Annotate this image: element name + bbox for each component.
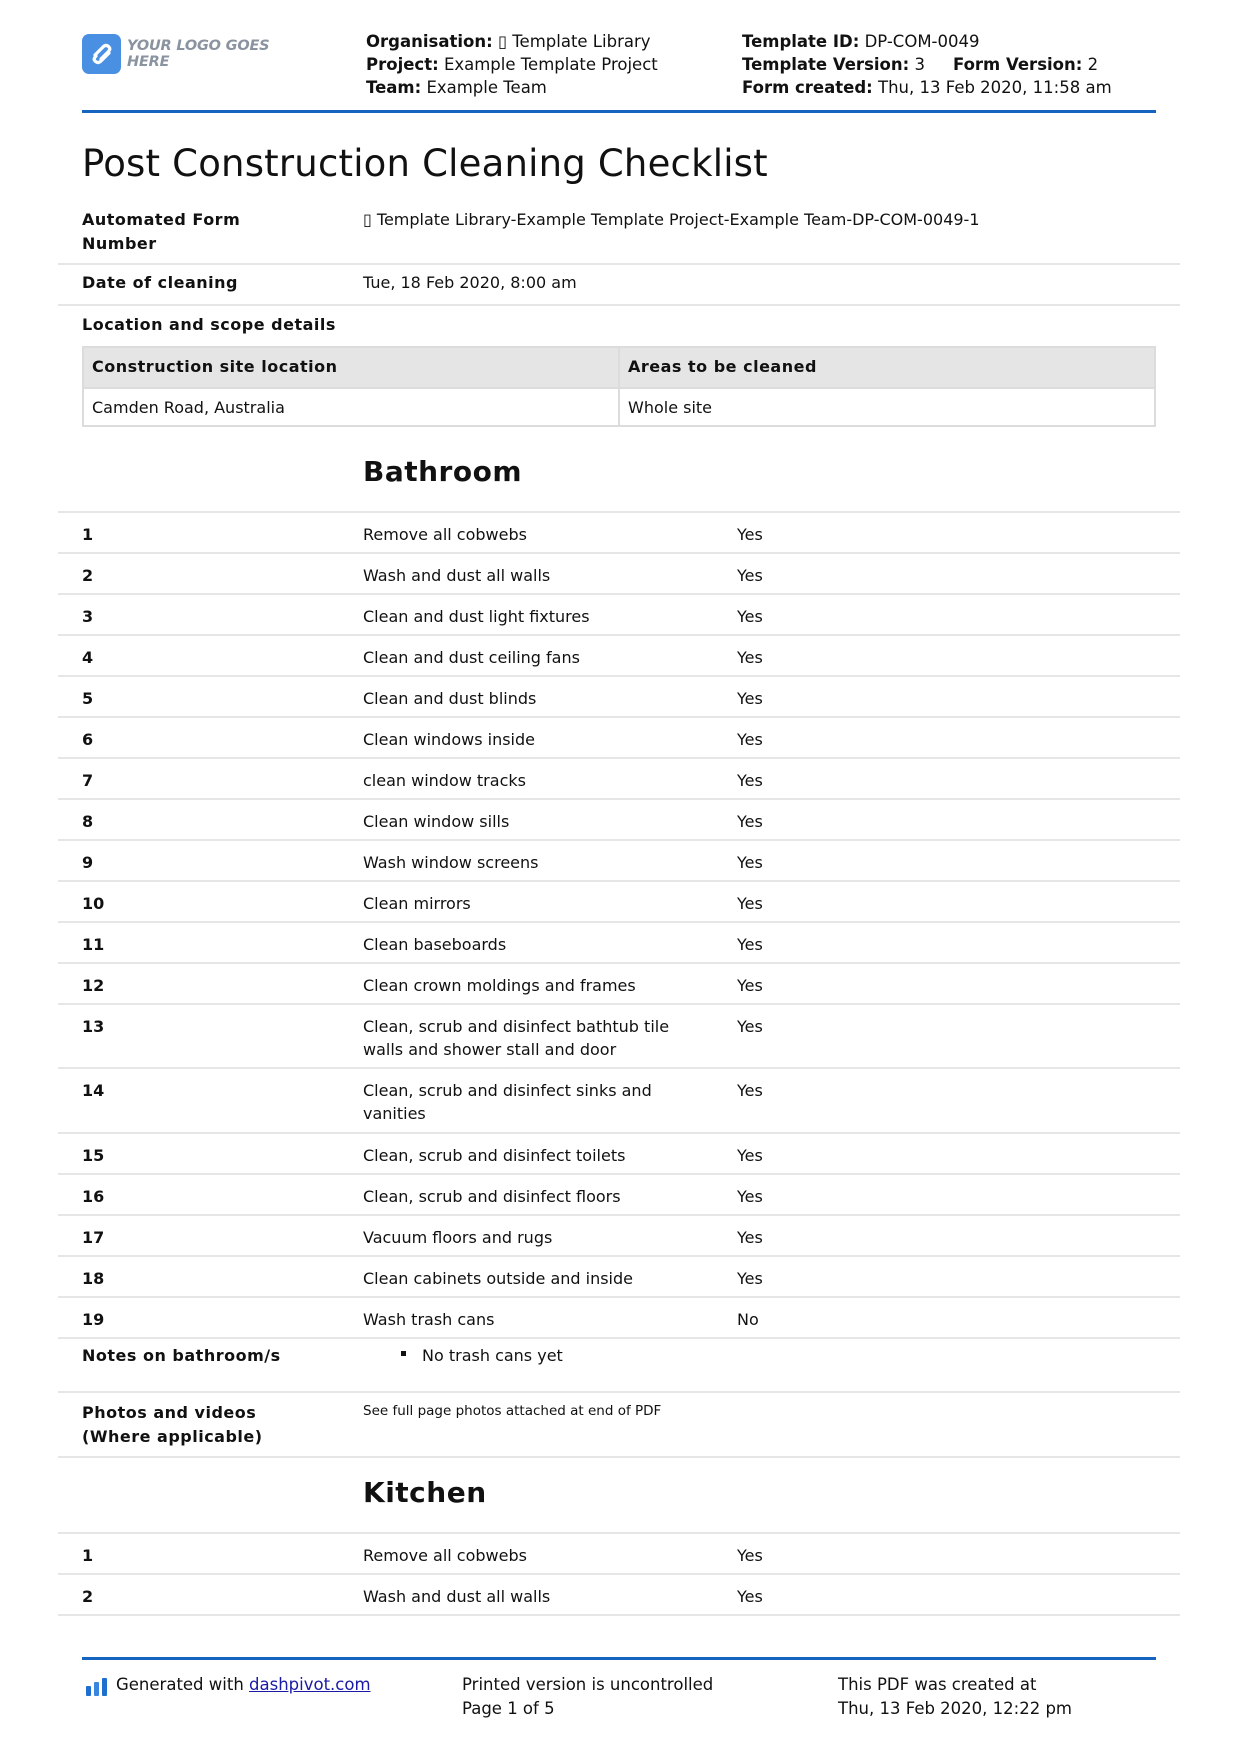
row-divider [58,1573,1180,1575]
checklist-item-text: Remove all cobwebs [363,525,527,544]
row-divider [58,716,1180,718]
checklist-item-text: Wash and dust all walls [363,566,551,585]
checklist-item-answer: Yes [737,976,763,995]
checklist-item-answer: Yes [737,1587,763,1606]
checklist-item-text: Clean and dust light fixtures [363,607,590,626]
checklist-item-text: Wash trash cans [363,1310,495,1329]
header-divider [82,110,1156,113]
footer-page-info [462,1673,713,1721]
checklist-item-answer: Yes [737,771,763,790]
template-id-value: DP-COM-0049 [864,32,980,51]
checklist-item-answer: Yes [737,1546,763,1565]
checklist-item-text: Clean, scrub and disinfect toilets [363,1146,626,1165]
row-divider [58,921,1180,923]
checklist-item-text: Clean window sills [363,812,510,831]
checklist-item-number: 7 [82,771,94,790]
checklist-item-text: Clean and dust blinds [363,689,537,708]
checklist-item-text: Wash window screens [363,853,539,872]
form-version-label: Form Version: [952,55,1083,74]
checklist-item-number: 1 [82,525,94,544]
checklist-item-number: 5 [82,689,94,708]
organisation-label: Organisation: [366,32,493,51]
page-number: Page 1 of 5 [462,1699,555,1718]
checklist-item-text: Clean mirrors [363,894,471,913]
checklist-item-answer: Yes [737,812,763,831]
row-divider [58,1456,1180,1458]
checklist-item-text: Clean and dust ceiling fans [363,648,580,667]
row-divider [58,593,1180,595]
checklist-item-number: 6 [82,730,94,749]
row-divider [58,1532,1180,1534]
checklist-item-answer: Yes [737,1017,763,1036]
checklist-item-text: Clean crown moldings and frames [363,976,636,995]
checklist-item-number: 8 [82,812,94,831]
row-divider [58,511,1180,513]
checklist-item-number: 11 [82,935,105,954]
row-divider [58,757,1180,759]
form-number-value: ▯ Template Library-Example Template Project-Example Team-DP-COM-0049-1 [363,210,980,229]
header-template-info [742,30,1112,99]
areas-header: Areas to be cleaned [628,357,817,376]
pdf-created-value: Thu, 13 Feb 2020, 12:22 pm [838,1699,1073,1718]
row-divider [58,798,1180,800]
checklist-item-answer: Yes [737,607,763,626]
row-divider [58,675,1180,677]
checklist-item-answer: Yes [737,566,763,585]
checklist-item-number: 10 [82,894,105,913]
footer-created-info [838,1673,1072,1721]
checklist-item-number: 17 [82,1228,105,1247]
checklist-item-answer: Yes [737,894,763,913]
areas-value: Whole site [628,398,713,417]
row-divider [58,1255,1180,1257]
pdf-created-label: This PDF was created at [838,1675,1037,1694]
notes-value: No trash cans yet [422,1346,563,1365]
chart-bars-icon [86,1678,108,1696]
row-divider [58,1337,1180,1339]
checklist-item-text: Remove all cobwebs [363,1546,527,1565]
checklist-item-text: Clean baseboards [363,935,507,954]
checklist-item-number: 9 [82,853,94,872]
generated-prefix: Generated with [116,1675,250,1694]
form-created-label: Form created: [742,78,873,97]
form-version-value: 2 [1087,55,1099,74]
row-divider [58,552,1180,554]
row-divider [58,839,1180,841]
form-created-value: Thu, 13 Feb 2020, 11:58 am [878,78,1112,97]
checklist-item-number: 19 [82,1310,105,1329]
row-divider [58,1132,1180,1134]
checklist-item-number: 2 [82,1587,94,1606]
table-row-divider [84,387,1154,389]
checklist-item-answer: Yes [737,1187,763,1206]
project-value: Example Template Project [443,55,658,74]
checklist-item-text: Clean, scrub and disinfect bathtub tile walls and shower stall and door [363,1017,670,1059]
header-project-info [366,30,658,99]
row-divider [58,263,1180,265]
row-divider [58,1614,1180,1616]
project-label: Project: [366,55,439,74]
form-number-label: Automated Form Number [82,210,241,253]
row-divider [58,634,1180,636]
template-version-label: Template Version: [742,55,910,74]
checklist-item-number: 18 [82,1269,105,1288]
site-location-value: Camden Road, Australia [92,398,285,417]
photos-value: See full page photos attached at end of PDF [363,1403,662,1419]
checklist-item-text: Clean cabinets outside and inside [363,1269,633,1288]
row-divider [58,1296,1180,1298]
checklist-item-answer: Yes [737,1269,763,1288]
site-location-header: Construction site location [92,357,338,376]
checklist-item-number: 13 [82,1017,105,1036]
checklist-item-answer: Yes [737,525,763,544]
row-divider [58,1173,1180,1175]
logo-icon [82,34,121,74]
footer-divider [82,1657,1156,1660]
checklist-item-text: Clean, scrub and disinfect sinks and vanities [363,1081,652,1123]
row-divider [58,1067,1180,1069]
template-version-value: 3 [914,55,925,74]
checklist-item-number: 4 [82,648,94,667]
generated-with [86,1673,371,1697]
team-label: Team: [366,78,422,97]
checklist-item-answer: Yes [737,853,763,872]
checklist-item-number: 1 [82,1546,94,1565]
organisation-value: ▯ Template Library [497,32,651,51]
bullet-icon [401,1351,406,1356]
date-label: Date of cleaning [82,273,239,292]
row-divider [58,1391,1180,1393]
checklist-item-answer: Yes [737,1081,763,1100]
logo-text: YOUR LOGO GOES HERE [127,38,270,70]
kitchen-section-title: Kitchen [363,1476,487,1509]
row-divider [58,1003,1180,1005]
checklist-item-number: 3 [82,607,94,626]
checklist-item-text: clean window tracks [363,771,526,790]
row-divider [58,1214,1180,1216]
checklist-item-answer: No [737,1310,759,1329]
bathroom-section-title: Bathroom [363,455,523,488]
checklist-item-number: 2 [82,566,94,585]
checklist-item-number: 14 [82,1081,105,1100]
notes-label: Notes on bathroom/s [82,1346,281,1365]
photos-label: Photos and videos (Where applicable) [82,1403,263,1446]
location-label: Location and scope details [82,315,336,334]
uncontrolled-note: Printed version is uncontrolled [462,1675,714,1694]
page-title: Post Construction Cleaning Checklist [82,142,768,185]
location-table [82,346,1156,427]
row-divider [58,962,1180,964]
date-value: Tue, 18 Feb 2020, 8:00 am [363,273,577,292]
checklist-item-number: 12 [82,976,105,995]
team-value: Example Team [426,78,547,97]
row-divider [58,304,1180,306]
checklist-item-text: Wash and dust all walls [363,1587,551,1606]
checklist-item-text: Clean, scrub and disinfect floors [363,1187,621,1206]
template-id-label: Template ID: [742,32,860,51]
checklist-item-number: 16 [82,1187,105,1206]
dashpivot-link[interactable]: dashpivot.com [249,1675,371,1694]
checklist-item-answer: Yes [737,648,763,667]
company-logo [82,33,312,75]
checklist-item-answer: Yes [737,1146,763,1165]
checklist-item-answer: Yes [737,689,763,708]
checklist-item-answer: Yes [737,935,763,954]
checklist-item-number: 15 [82,1146,105,1165]
checklist-item-answer: Yes [737,1228,763,1247]
checklist-item-text: Vacuum floors and rugs [363,1228,553,1247]
checklist-item-answer: Yes [737,730,763,749]
checklist-item-text: Clean windows inside [363,730,535,749]
row-divider [58,880,1180,882]
